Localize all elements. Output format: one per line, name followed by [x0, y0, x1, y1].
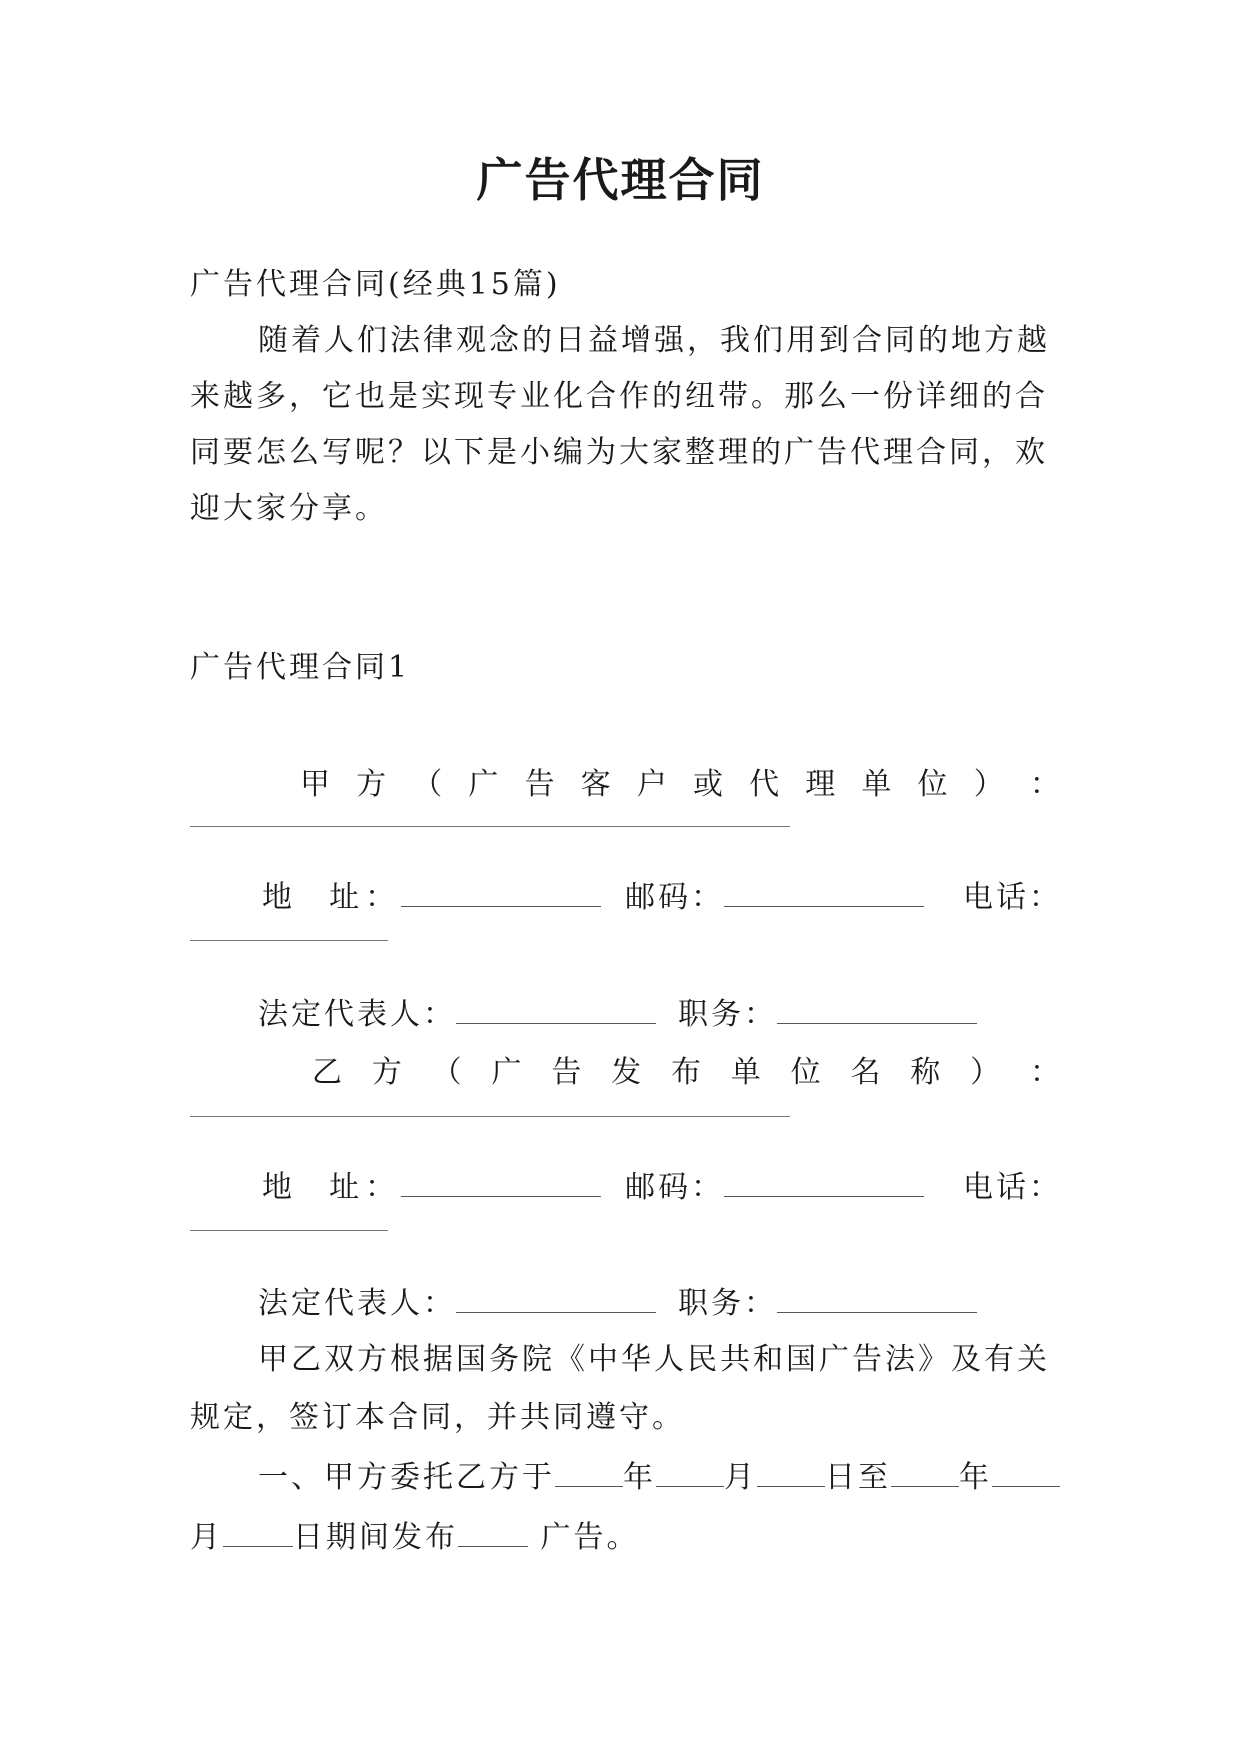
basis-line-1: 甲乙双方根据国务院《中华人民共和国广告法》及有关 — [258, 1342, 1050, 1377]
clause-one-ad-field[interactable] — [458, 1520, 528, 1547]
intro-line-4: 迎大家分享。 — [190, 491, 388, 526]
party-a-postcode-field[interactable] — [724, 880, 924, 907]
party-a-postcode-label: 邮码： — [625, 880, 725, 915]
party-a-phone-label: 电话： — [963, 880, 1062, 915]
party-a-name-rule — [190, 826, 790, 827]
party-b-postcode-label: 邮码： — [625, 1170, 725, 1205]
clause-one-month-label: 月 — [724, 1460, 757, 1495]
party-b-label-char: ） — [970, 1055, 1001, 1090]
clause-one-month-start-field[interactable] — [656, 1460, 724, 1487]
party-a-label-char: 或 — [692, 767, 723, 802]
clause-one-year-end-label: 年 — [959, 1460, 992, 1495]
party-b-rep-field[interactable] — [456, 1286, 656, 1313]
clause-one-text-a: 一、甲方委托乙方于 — [258, 1460, 555, 1495]
clause-one-day-start-field[interactable] — [757, 1460, 825, 1487]
party-b-rep-label: 法定代表人： — [258, 1286, 456, 1321]
party-b-postcode-field[interactable] — [724, 1170, 924, 1197]
party-a-phone-field[interactable] — [190, 940, 388, 941]
party-a-label-char: 理 — [805, 767, 836, 802]
intro-line-2: 来越多，它也是实现专业化合作的纽带。那么一份详细的合 — [190, 379, 1048, 414]
document-subtitle: 广告代理合同(经典15篇) — [190, 267, 561, 302]
party-a-address-field[interactable] — [401, 880, 601, 907]
clause-one-day-end-field[interactable] — [223, 1520, 293, 1547]
party-b-label-char: 发 — [611, 1055, 642, 1090]
party-b-rep-row — [258, 1284, 1060, 1324]
intro-line-3: 同要怎么写呢？以下是小编为大家整理的广告代理合同，欢 — [190, 435, 1048, 470]
party-a-label-char: 客 — [580, 767, 611, 802]
party-a-position-field[interactable] — [777, 997, 977, 1024]
party-a-position-label: 职务： — [678, 997, 777, 1032]
party-b-label-char: 位 — [790, 1055, 821, 1090]
clause-one-line-1 — [258, 1458, 1060, 1498]
document-title: 广告代理合同 — [476, 153, 765, 207]
party-a-label-char: 代 — [749, 767, 780, 802]
party-b-label-char: 称 — [910, 1055, 941, 1090]
party-b-position-label: 职务： — [678, 1286, 777, 1321]
party-b-address-field[interactable] — [401, 1170, 601, 1197]
party-b-label-char: 告 — [551, 1055, 582, 1090]
party-a-label-char: 广 — [468, 767, 499, 802]
party-a-label-char: ） — [973, 767, 1004, 802]
party-a-label-char: 位 — [917, 767, 948, 802]
clause-one-ad-label: 广告。 — [528, 1520, 640, 1555]
clause-one-period-label: 日期间发布 — [293, 1520, 458, 1555]
party-b-label — [312, 1053, 1060, 1093]
party-a-address-label: 地 址： — [262, 880, 402, 915]
party-a-rep-label: 法定代表人： — [258, 997, 456, 1032]
party-b-label-char: （ — [431, 1055, 462, 1090]
party-a-label — [300, 765, 1060, 805]
party-a-label-char: ： — [1029, 767, 1060, 802]
clause-one-month-end-field[interactable] — [992, 1460, 1060, 1487]
clause-one-year-start-field[interactable] — [555, 1460, 623, 1487]
party-b-label-char: 乙 — [312, 1055, 342, 1090]
party-a-label-char: 方 — [356, 767, 387, 802]
party-b-label-char: 布 — [670, 1055, 701, 1090]
party-b-label-char: 方 — [371, 1055, 402, 1090]
party-b-position-field[interactable] — [777, 1286, 977, 1313]
clause-one-line-2 — [190, 1518, 1060, 1558]
party-b-label-char: 广 — [491, 1055, 522, 1090]
party-b-label-char: 名 — [850, 1055, 881, 1090]
basis-line-2: 规定，签订本合同，并共同遵守。 — [190, 1400, 685, 1435]
clause-one-year-label: 年 — [623, 1460, 656, 1495]
clause-one-day-to-label: 日至 — [825, 1460, 891, 1495]
party-a-label-char: 单 — [861, 767, 892, 802]
party-a-rep-field[interactable] — [456, 997, 656, 1024]
party-b-label-char: 单 — [730, 1055, 761, 1090]
party-b-name-rule — [190, 1116, 790, 1117]
party-a-label-char: 户 — [636, 767, 667, 802]
section-heading: 广告代理合同1 — [190, 650, 411, 685]
party-a-contact-row — [262, 878, 1062, 918]
party-a-label-char: （ — [412, 767, 443, 802]
party-b-contact-row — [262, 1168, 1062, 1208]
clause-one-year-end-field[interactable] — [891, 1460, 959, 1487]
party-a-label-char: 告 — [524, 767, 555, 802]
party-b-phone-field[interactable] — [190, 1230, 388, 1231]
party-a-label-char: 甲 — [300, 767, 330, 802]
clause-one-month-end-label: 月 — [190, 1520, 223, 1555]
intro-line-1: 随着人们法律观念的日益增强，我们用到合同的地方越 — [258, 323, 1050, 358]
party-b-address-label: 地 址： — [262, 1170, 402, 1205]
party-b-label-char: ： — [1029, 1055, 1060, 1090]
party-b-phone-label: 电话： — [963, 1170, 1062, 1205]
party-a-rep-row — [258, 995, 1060, 1035]
